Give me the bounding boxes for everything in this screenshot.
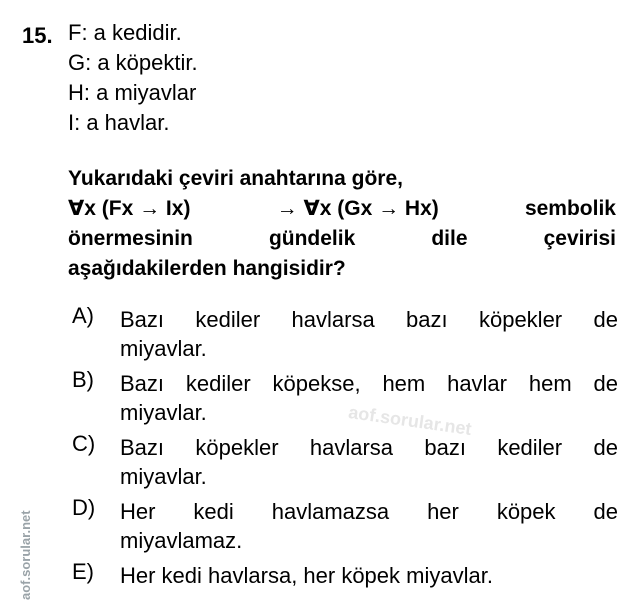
option-word: de [593, 499, 618, 524]
option-e[interactable] [72, 561, 618, 590]
option-line [120, 305, 618, 334]
option-word: havlar [447, 371, 507, 396]
definition-f: F: a kedidir. [68, 20, 182, 45]
question-number: 15. [22, 23, 53, 48]
watermark-side: aof.sorular.net [18, 510, 33, 600]
stem-line [68, 224, 616, 254]
option-text [120, 497, 618, 555]
option-letter: D) [72, 495, 96, 520]
question-stem [68, 164, 616, 284]
option-word: bazı [424, 435, 466, 460]
option-letter: E) [72, 559, 94, 584]
definition-i: I: a havlar. [68, 110, 170, 135]
option-word: Bazı [120, 435, 165, 460]
option-word: Bazı [120, 307, 165, 332]
option-word: hem [528, 371, 572, 396]
answer-options [72, 305, 618, 596]
option-word: hem [382, 371, 426, 396]
option-word: bazı [406, 307, 448, 332]
stem-word: dile [431, 227, 468, 250]
formula-consequent: → ∀x (Gx → Hx) [276, 197, 439, 220]
option-line: miyavlar. [120, 400, 207, 425]
option-word: köpekse, [272, 371, 361, 396]
stem-word: sembolik [524, 197, 616, 220]
option-a[interactable] [72, 305, 618, 363]
option-word: köpek [496, 499, 556, 524]
stem-word: çevirisi [543, 227, 616, 250]
stem-word: önermesinin [68, 227, 193, 250]
option-word: kediler [195, 307, 261, 332]
definition-g: G: a köpektir. [68, 50, 198, 75]
option-line [120, 497, 618, 526]
option-word: kediler [185, 371, 251, 396]
option-letter: A) [72, 303, 94, 328]
option-line [120, 433, 618, 462]
option-b[interactable] [72, 369, 618, 427]
option-line: miyavlar. [120, 336, 207, 361]
option-line [120, 369, 618, 398]
formula-antecedent: ∀x (Fx → Ix) [68, 197, 191, 220]
option-word: de [593, 307, 618, 332]
option-text [120, 433, 618, 491]
option-word: de [593, 371, 618, 396]
option-word: kediler [497, 435, 563, 460]
option-c[interactable] [72, 433, 618, 491]
option-d[interactable] [72, 497, 618, 555]
watermark-center: aof.sorular.net [347, 402, 473, 440]
option-word: Her [120, 499, 156, 524]
definition-h: H: a miyavlar [68, 80, 197, 105]
stem-line [68, 194, 616, 224]
option-word: kedi [193, 499, 234, 524]
option-letter: C) [72, 431, 96, 456]
option-line: miyavlamaz. [120, 528, 243, 553]
option-line: Her kedi havlarsa, her köpek miyavlar. [120, 563, 493, 588]
option-text [120, 305, 618, 363]
translation-key [68, 18, 198, 138]
option-word: havlamazsa [271, 499, 390, 524]
option-word: havlarsa [291, 307, 375, 332]
option-word: Bazı [120, 371, 165, 396]
option-word: her [427, 499, 459, 524]
option-text [120, 561, 618, 590]
option-word: köpekler [195, 435, 279, 460]
stem-line: Yukarıdaki çeviri anahtarına göre, [68, 167, 403, 190]
option-word: köpekler [478, 307, 563, 332]
option-letter: B) [72, 367, 94, 392]
stem-line: aşağıdakilerden hangisidir? [68, 257, 346, 280]
option-word: havlarsa [309, 435, 394, 460]
option-word: de [593, 435, 618, 460]
option-line: miyavlar. [120, 464, 207, 489]
stem-word: gündelik [268, 227, 356, 250]
